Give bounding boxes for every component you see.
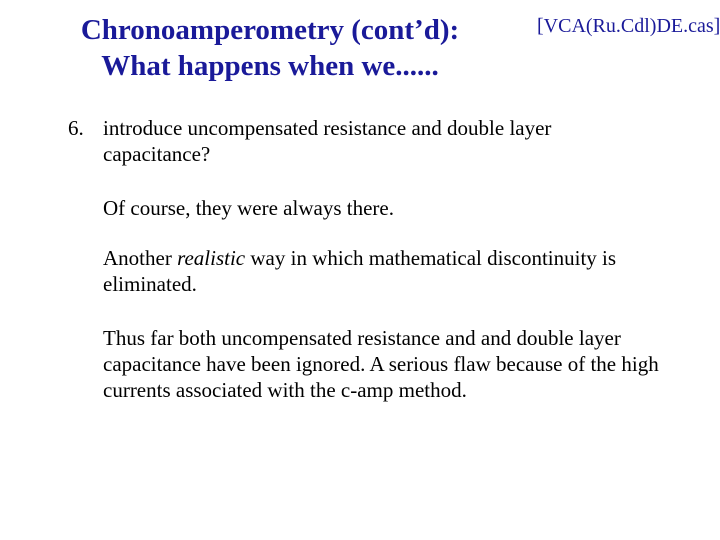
paragraph-realistic-way-end: way in which mathematical discontinuity is eliminated. xyxy=(103,246,617,296)
slide-title-line-2: What happens when we...... xyxy=(101,50,439,82)
paragraph-realistic-way xyxy=(103,245,663,297)
paragraph-realistic-way-start: Another xyxy=(103,246,178,270)
list-item-number: 6. xyxy=(68,116,84,140)
slide-title xyxy=(0,12,540,84)
file-reference-tag: [VCA(Ru.Cdl)DE.cas] xyxy=(537,15,720,37)
paragraph-thus-far: Thus far both uncompensated resistance and and double layer capacitance have been ignored. A serious flaw because of the high currents associated with the c-amp method. xyxy=(103,326,659,402)
slide-title-line-1: Chronoamperometry (cont’d): xyxy=(80,14,460,46)
emphasis-realistic: realistic xyxy=(177,246,246,270)
question-text: introduce uncompensated resistance and double layer capacitance? xyxy=(103,116,552,166)
paragraph-of-course: Of course, they were always there. xyxy=(103,196,394,220)
